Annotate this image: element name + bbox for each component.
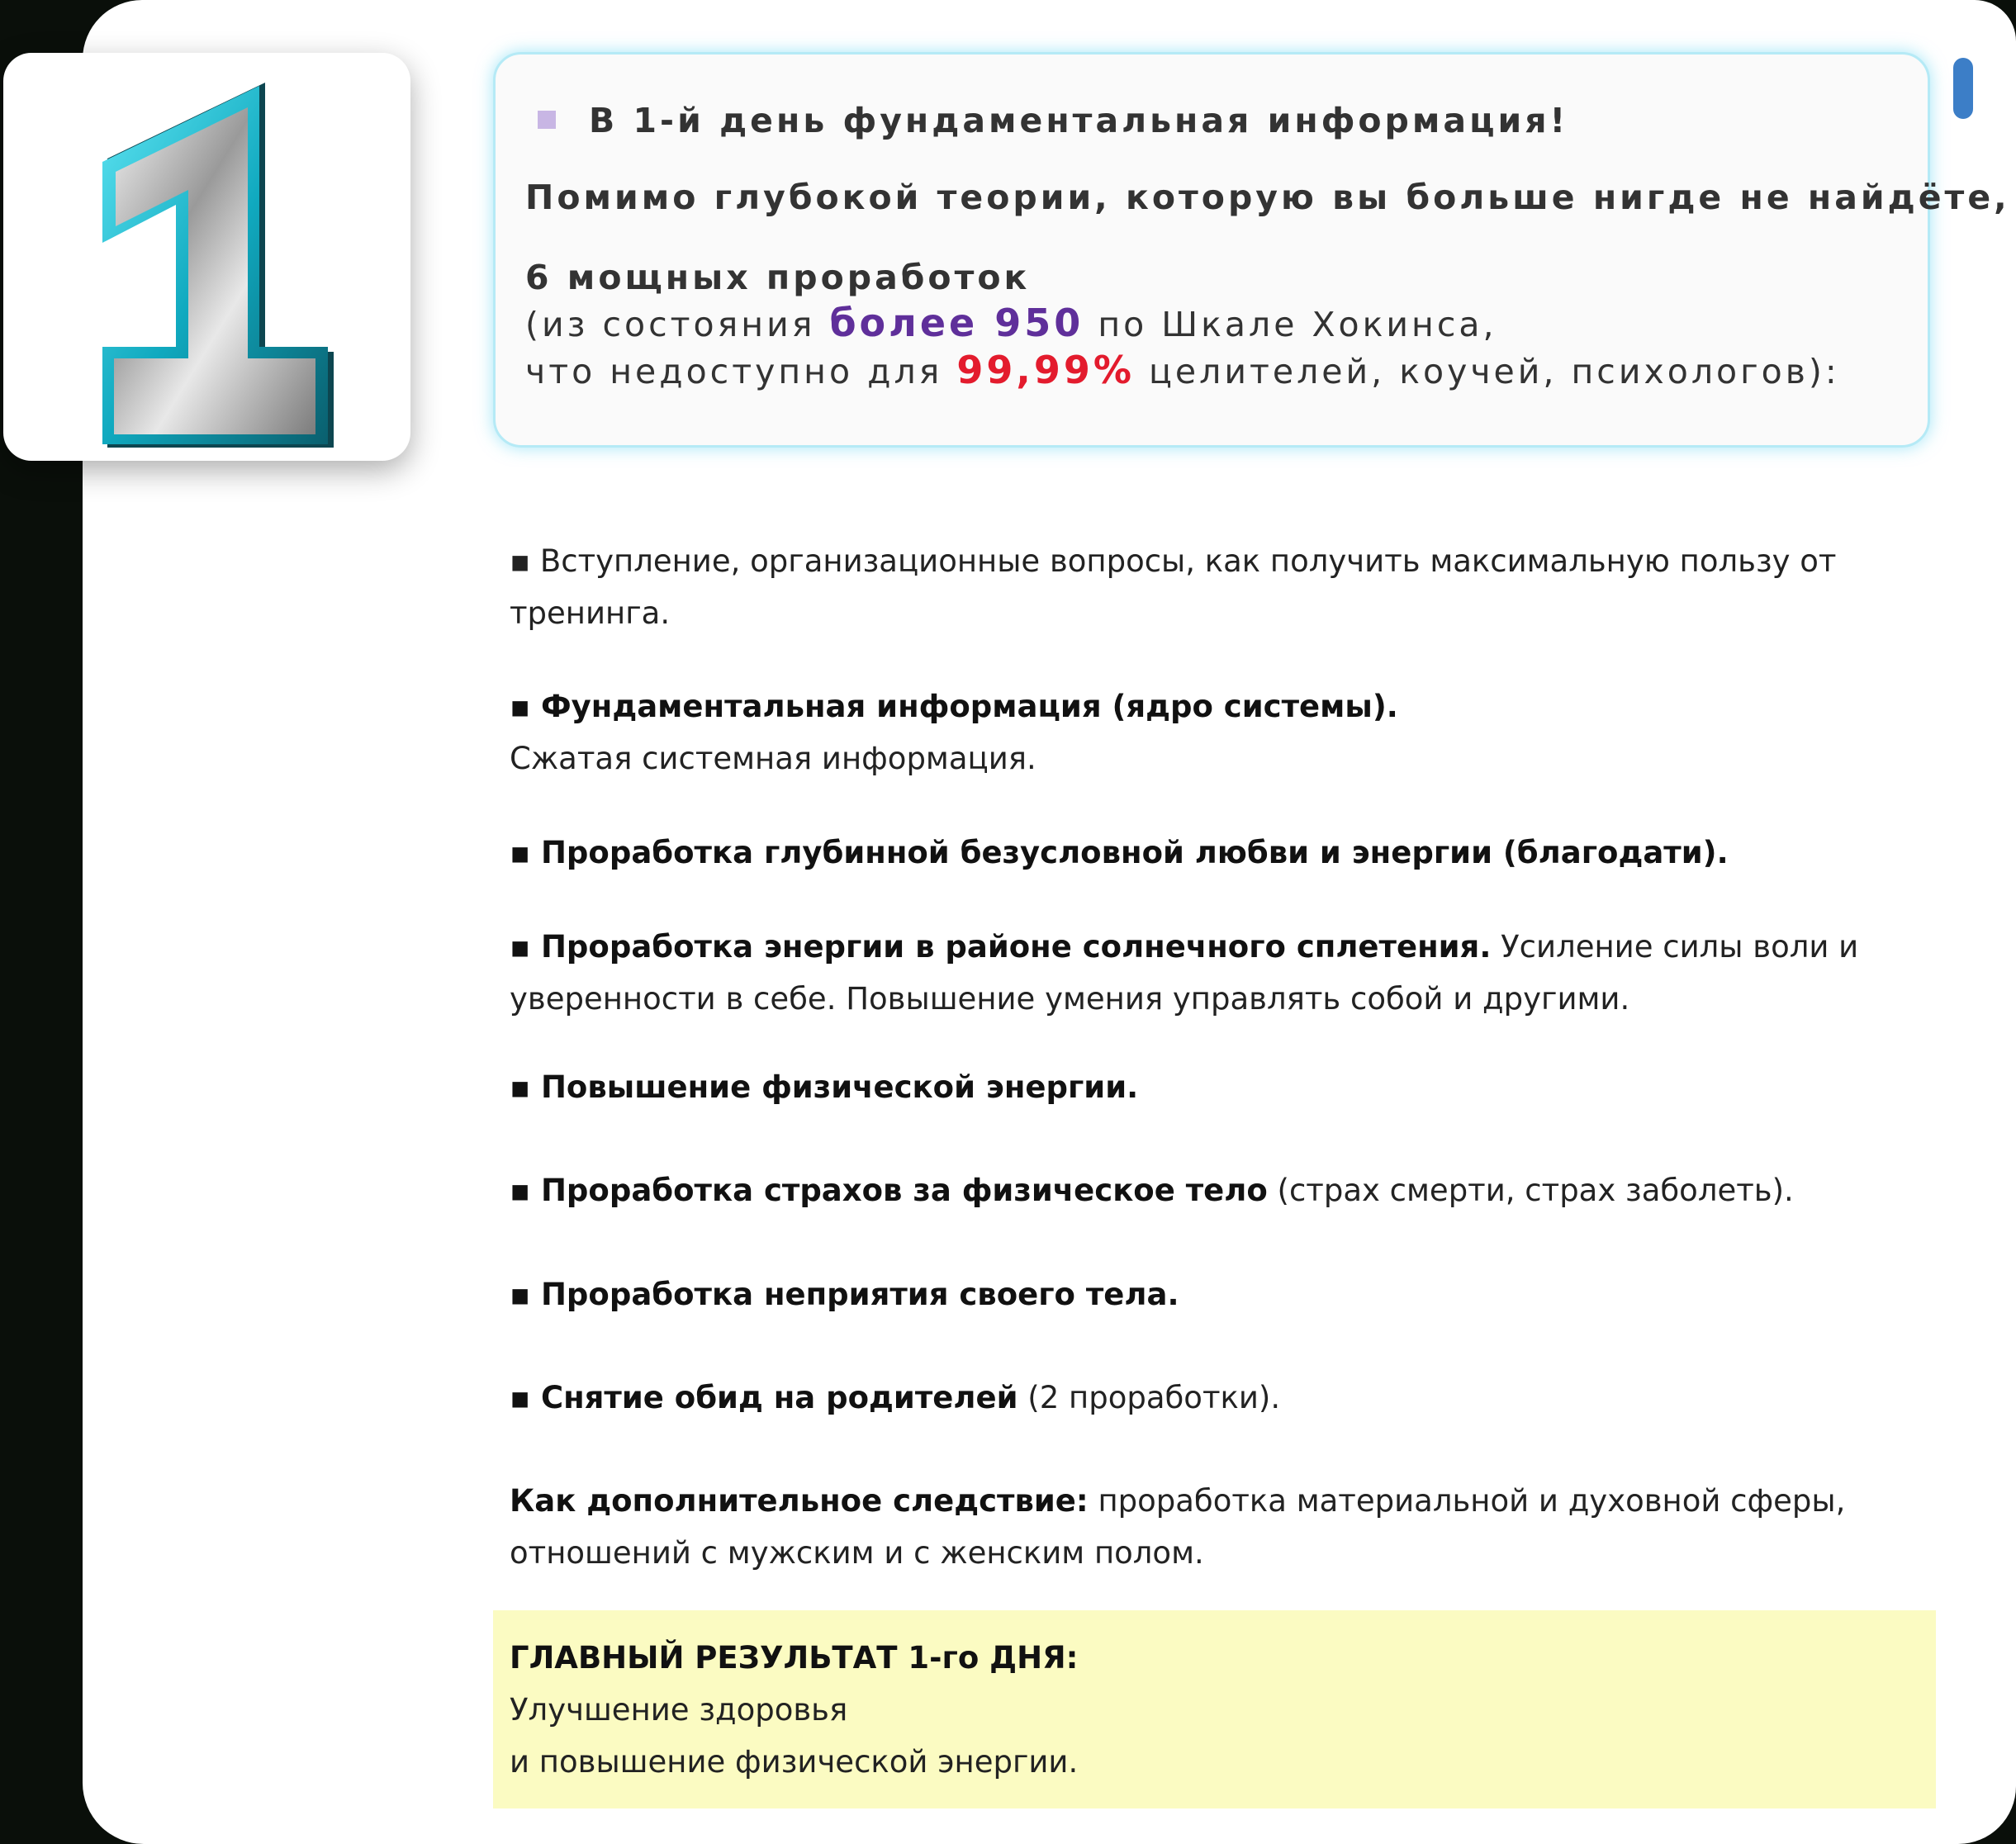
intro-line-1: Помимо глубокой теории, которую вы больше нигде не найдёте, bbox=[525, 178, 2010, 217]
list-item: ▪ Проработка глубинной безусловной любви и энергии (благодати). bbox=[510, 835, 1729, 870]
result-title: ГЛАВНЫЙ РЕЗУЛЬТАТ 1-го ДНЯ: bbox=[510, 1640, 1079, 1676]
result-line-1: Улучшение здоровья bbox=[510, 1692, 848, 1728]
intro-line-2: 6 мощных проработок bbox=[525, 258, 1031, 297]
list-item: ▪ Снятие обид на родителей (2 проработки). bbox=[510, 1380, 1281, 1415]
intro-box bbox=[493, 52, 2010, 448]
list-item: ▪ Фундаментальная информация (ядро системы). Сжатая системная информация. bbox=[510, 689, 1398, 776]
list-item: ▪ Проработка неприятия своего тела. bbox=[510, 1277, 1179, 1312]
list-item: ▪ Проработка энергии в районе солнечного сплетения. Усиление силы воли и уверенности в себе. Повышение умения управлять собой и другими. bbox=[510, 929, 1859, 1017]
list-item: ▪ Вступление, организационные вопросы, как получить максимальную пользу от тренинга. bbox=[510, 543, 1837, 631]
intro-line-4: что недоступно для 99,99% целителей, коучей, психологов): bbox=[525, 348, 1840, 392]
list-item: ▪ Проработка страхов за физическое тело (страх смерти, страх заболеть). bbox=[510, 1173, 1794, 1208]
scrollbar-thumb[interactable] bbox=[1953, 58, 1973, 119]
number-one-icon bbox=[3, 53, 410, 461]
hawkins-level-highlight: более 950 bbox=[829, 301, 1084, 345]
day-number-badge bbox=[3, 53, 410, 461]
bullet-square-icon bbox=[538, 111, 556, 129]
consequence-paragraph: Как дополнительное следствие: проработка материальной и духовной сферы, отношений с мужским и с женским полом. bbox=[510, 1483, 1846, 1571]
result-line-2: и повышение физической энергии. bbox=[510, 1744, 1079, 1780]
percent-highlight: 99,99% bbox=[956, 348, 1135, 392]
intro-title: В 1-й день фундаментальная информация! bbox=[525, 100, 1898, 141]
list-item: ▪ Повышение физической энергии. bbox=[510, 1069, 1139, 1105]
intro-line-3: (из состояния более 950 по Шкале Хокинса, bbox=[525, 301, 1497, 345]
main-result-box bbox=[493, 1610, 1936, 1808]
